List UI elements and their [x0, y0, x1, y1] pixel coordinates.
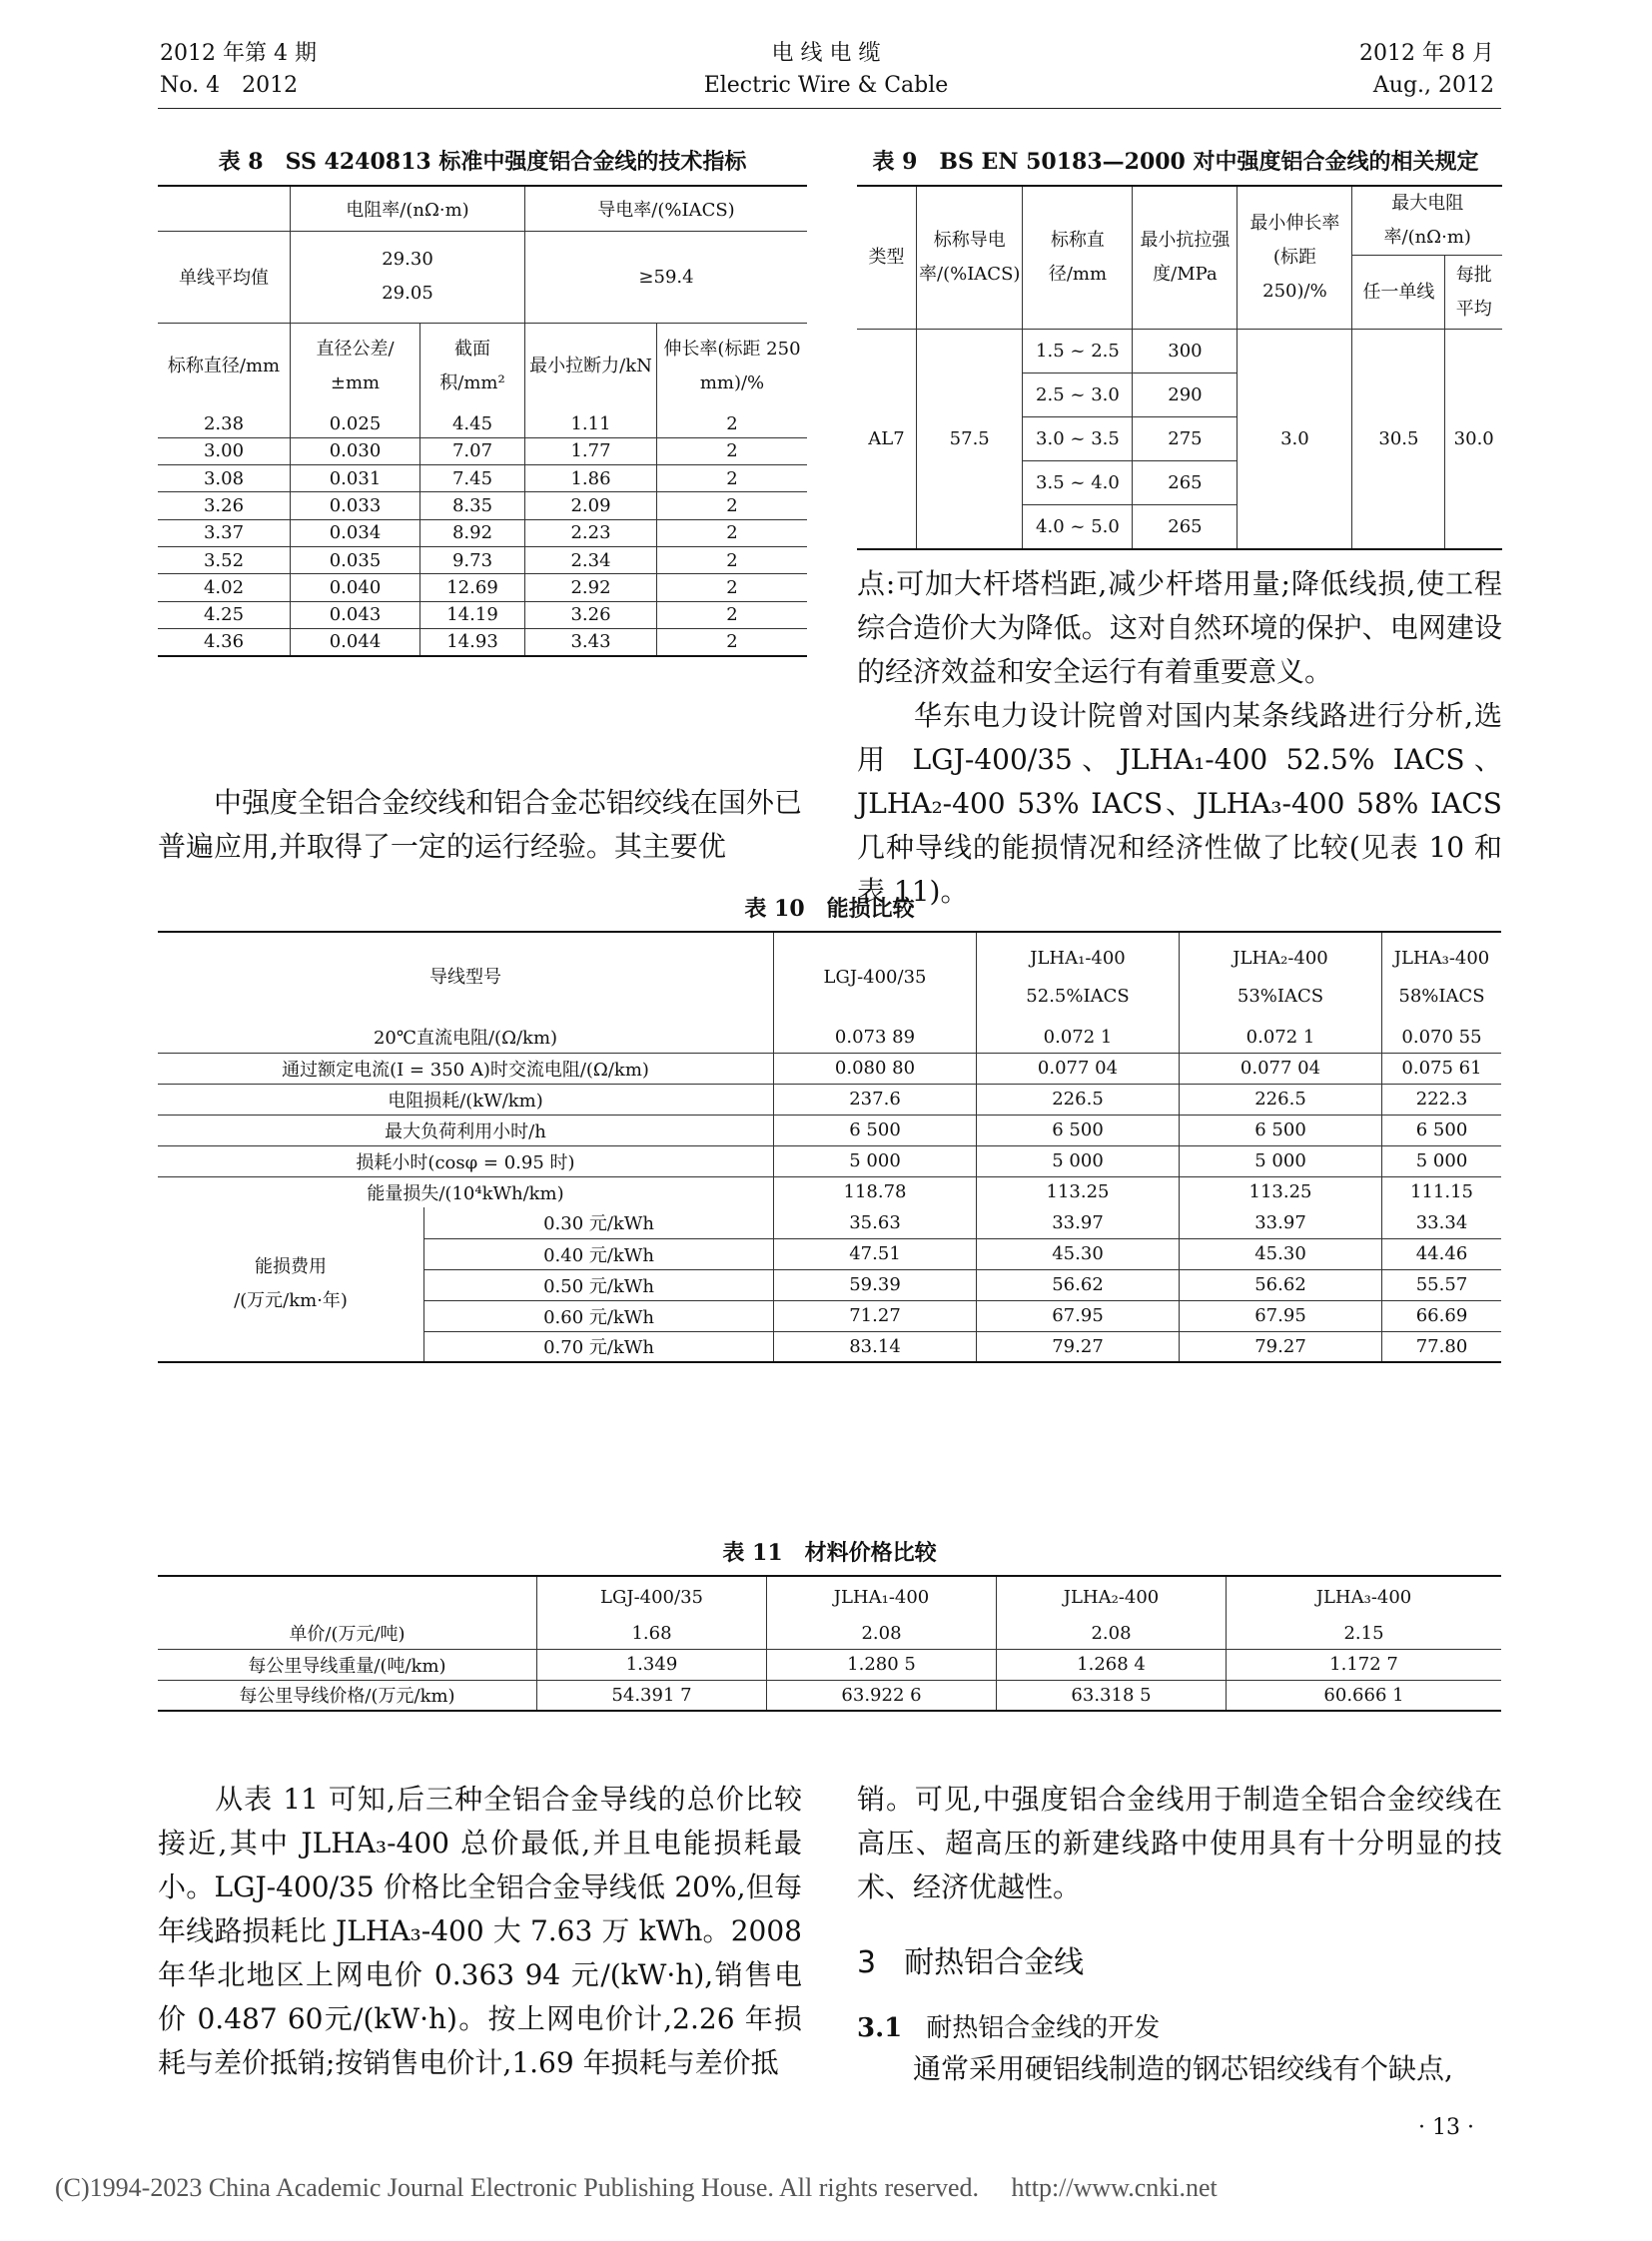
issue-cn: 2012 年第 4 期	[160, 41, 317, 66]
t9-tensile: 265	[1133, 505, 1238, 549]
t9-diameter: 3.0 ~ 3.5	[1023, 417, 1133, 461]
t8-cell: 2.09	[525, 492, 657, 519]
t10-cost-cell: 33.97	[1180, 1207, 1382, 1238]
t9-h-conductivity: 标称导电率/(%IACS)	[917, 186, 1023, 330]
t10-cost-cell: 35.63	[774, 1207, 977, 1238]
t8-avg-resistivity	[291, 231, 525, 323]
t8-avg-label: 单线平均值	[158, 231, 291, 323]
t10-h-model: 导线型号	[158, 932, 774, 1022]
t11-body	[158, 1618, 1501, 1711]
t8-cell: 2	[657, 546, 808, 573]
t8-avg-conductivity: ≥59.4	[525, 231, 808, 323]
t8-cell: 0.044	[291, 628, 420, 655]
t8-cell: 4.25	[158, 601, 291, 628]
table-row	[158, 1115, 1501, 1145]
t8-cell: 4.02	[158, 574, 291, 601]
t11-cell: 2.08	[997, 1618, 1227, 1649]
section-number: 3	[857, 1945, 877, 1980]
t11-cell: 63.922 6	[767, 1680, 997, 1711]
t10-cell: 5 000	[1180, 1145, 1382, 1176]
table-row	[158, 1084, 1501, 1115]
t10-cost-cell: 67.95	[977, 1300, 1180, 1331]
t11-row-label: 每公里导线价格/(万元/km)	[158, 1680, 537, 1711]
t10-model-jlha3	[1382, 932, 1502, 1022]
t11-cell: 1.349	[537, 1649, 767, 1680]
t10-cost-cell: 33.97	[977, 1207, 1180, 1238]
t10-cost-cell: 33.34	[1382, 1207, 1502, 1238]
t10-cell: 5 000	[1382, 1145, 1502, 1176]
t8-cell: 7.07	[420, 437, 525, 464]
t9-diameter: 2.5 ~ 3.0	[1023, 374, 1133, 417]
t8-cell: 0.033	[291, 492, 420, 519]
journal-name	[626, 38, 1026, 102]
t10-price: 0.30 元/kWh	[424, 1207, 774, 1238]
paragraph-right-3	[857, 1778, 1502, 1909]
t10-cell: 0.075 61	[1382, 1053, 1502, 1084]
t10-cell: 226.5	[977, 1084, 1180, 1115]
paragraph-right-2	[857, 694, 1502, 914]
table-row	[158, 1053, 1501, 1084]
t8-avg-res-2: 29.05	[382, 283, 433, 304]
t9-tensile: 300	[1133, 330, 1238, 374]
paragraph-right-4-text: 通常采用硬铝线制造的钢芯铝绞线有个缺点,	[913, 2052, 1453, 2085]
t8-cell: 8.92	[420, 519, 525, 546]
t8-cell: 1.77	[525, 437, 657, 464]
t10-row-label: 电阻损耗/(kW/km)	[158, 1084, 774, 1115]
t8-cell: 1.11	[525, 410, 657, 437]
date-en: Aug., 2012	[1372, 73, 1494, 98]
t11-cell: 1.68	[537, 1618, 767, 1649]
table-row	[158, 437, 807, 464]
journal-name-en: Electric Wire & Cable	[703, 73, 949, 98]
t9-h-maxres: 最大电阻率/(nΩ·m)	[1352, 186, 1502, 256]
t10-cell: 6 500	[774, 1115, 977, 1145]
t10-cost-cell: 56.62	[977, 1269, 1180, 1300]
t10-cost-body	[158, 1207, 1501, 1362]
table11	[158, 1575, 1501, 1712]
table11-caption: 表 11 材料价格比较	[722, 1540, 937, 1566]
t8-cell: 0.035	[291, 546, 420, 573]
t10-cost-cell: 67.95	[1180, 1300, 1382, 1331]
t10-price: 0.60 元/kWh	[424, 1300, 774, 1331]
t10-model-iacs: 53%IACS	[1237, 985, 1324, 1007]
t8-cell: 0.025	[291, 410, 420, 437]
t9-tensile: 290	[1133, 374, 1238, 417]
t10-cost-cell: 47.51	[774, 1238, 977, 1269]
paragraph-left-1-text: 中强度全铝合金绞线和铝合金芯铝绞线在国外已普遍应用,并取得了一定的运行经验。其主要优	[158, 786, 802, 863]
t10-cost-cell: 79.27	[977, 1331, 1180, 1362]
page-number: · 13 ·	[1418, 2115, 1474, 2140]
t10-cell: 5 000	[977, 1145, 1180, 1176]
t10-model-name: JLHA₂-400	[1233, 947, 1328, 969]
t11-row-label: 单价/(万元/吨)	[158, 1618, 537, 1649]
t9-elongation: 3.0	[1238, 330, 1352, 549]
table8-caption: 表 8 SS 4240813 标准中强度铝合金线的技术指标	[218, 149, 747, 175]
t10-model-name: LGJ-400/35	[823, 966, 927, 988]
subsection-number: 3.1	[857, 2013, 903, 2043]
t10-cell: 0.077 04	[977, 1053, 1180, 1084]
t10-cell: 118.78	[774, 1176, 977, 1207]
t11-cell: 60.666 1	[1227, 1680, 1502, 1711]
t9-single: 30.5	[1352, 330, 1445, 549]
table-row	[158, 1649, 1501, 1680]
t8-col-header: 截面积/mm²	[420, 323, 525, 410]
t10-model-lgj	[774, 932, 977, 1022]
t10-cell: 113.25	[977, 1176, 1180, 1207]
t10-cost-cell: 77.80	[1382, 1331, 1502, 1362]
t10-cost-cell: 71.27	[774, 1300, 977, 1331]
t8-cell: 3.00	[158, 437, 291, 464]
table-row	[158, 1618, 1501, 1649]
t9-diameter: 3.5 ~ 4.0	[1023, 461, 1133, 505]
table-row	[158, 465, 807, 492]
table10-caption: 表 10 能损比较	[744, 896, 915, 922]
t10-price: 0.40 元/kWh	[424, 1238, 774, 1269]
t10-cell: 113.25	[1180, 1176, 1382, 1207]
copyright-footer: (C)1994-2023 China Academic Journal Electronic Publishing House. All rights reserved. http://www.cnki.net	[55, 2173, 1218, 2202]
journal-date-right	[1199, 38, 1494, 102]
paragraph-left-2	[158, 1778, 802, 2085]
t11-model: LGJ-400/35	[537, 1576, 767, 1618]
t8-h-conductivity: 导电率/(%IACS)	[525, 186, 808, 231]
t9-tensile: 265	[1133, 461, 1238, 505]
t10-cell: 0.077 04	[1180, 1053, 1382, 1084]
table-row	[158, 574, 807, 601]
paragraph-right-1	[857, 562, 1502, 694]
t10-cost-cell: 56.62	[1180, 1269, 1382, 1300]
t8-cell: 12.69	[420, 574, 525, 601]
paragraph-right-3-text: 销。可见,中强度铝合金线用于制造全铝合金绞线在高压、超高压的新建线路中使用具有十分明显的技术、经济优越性。	[857, 1783, 1502, 1903]
paragraph-right-4	[857, 2047, 1502, 2091]
t9-tensile: 275	[1133, 417, 1238, 461]
section-3-1-heading	[857, 2007, 1160, 2044]
table9-caption: 表 9 BS EN 50183—2000 对中强度铝合金线的相关规定	[872, 149, 1479, 175]
t8-cell: 9.73	[420, 546, 525, 573]
section-3-heading	[857, 1937, 1084, 1981]
t8-cell: 3.26	[525, 601, 657, 628]
table-row	[158, 410, 807, 437]
t9-h-type: 类型	[857, 186, 917, 330]
t8-h-resistivity: 电阻率/(nΩ·m)	[291, 186, 525, 231]
t8-cell: 2.92	[525, 574, 657, 601]
t9-type: AL7	[857, 330, 917, 549]
t8-cell: 0.040	[291, 574, 420, 601]
t10-cell: 0.072 1	[1180, 1022, 1382, 1053]
subsection-title: 耐热铝合金线的开发	[926, 2013, 1161, 2043]
t8-cell: 3.08	[158, 465, 291, 492]
t10-cell: 6 500	[1180, 1115, 1382, 1145]
paragraph-left-1	[158, 781, 802, 869]
t9-h-batch: 每批平均	[1445, 256, 1502, 330]
t11-cell: 63.318 5	[997, 1680, 1227, 1711]
t9-h-elongation: 最小伸长率(标距 250)/%	[1238, 186, 1352, 330]
t9-h-single: 任一单线	[1352, 256, 1445, 330]
t10-cost-cell: 44.46	[1382, 1238, 1502, 1269]
t11-cell: 1.268 4	[997, 1649, 1227, 1680]
t10-model-name: JLHA₃-400	[1393, 947, 1490, 969]
issue-en: No. 4 2012	[160, 73, 299, 98]
table-row	[158, 1207, 1501, 1238]
t10-cost-cell: 45.30	[1180, 1238, 1382, 1269]
table-row	[158, 1680, 1501, 1711]
t8-cell: 7.45	[420, 465, 525, 492]
t8-cell: 4.36	[158, 628, 291, 655]
t10-cell: 237.6	[774, 1084, 977, 1115]
t8-cell: 2	[657, 465, 808, 492]
t8-cell: 2.34	[525, 546, 657, 573]
t8-col-header: 伸长率(标距 250 mm)/%	[657, 323, 808, 410]
t10-cell: 5 000	[774, 1145, 977, 1176]
t11-cell: 1.280 5	[767, 1649, 997, 1680]
t10-model-iacs: 52.5%IACS	[1026, 985, 1130, 1007]
table9	[857, 185, 1502, 550]
t8-cell: 0.031	[291, 465, 420, 492]
t11-cell: 54.391 7	[537, 1680, 767, 1711]
t10-cost-cell: 59.39	[774, 1269, 977, 1300]
t10-cell: 226.5	[1180, 1084, 1382, 1115]
t8-cell: 14.19	[420, 601, 525, 628]
t10-price: 0.50 元/kWh	[424, 1269, 774, 1300]
t8-cell: 0.043	[291, 601, 420, 628]
paragraph-right-1-text: 点:可加大杆塔档距,减少杆塔用量;降低线损,使工程综合造价大为降低。这对自然环境的保护、电网建设的经济效益和安全运行有着重要意义。	[857, 567, 1502, 688]
t8-avg-res-1: 29.30	[382, 249, 433, 270]
t10-model-iacs: 58%IACS	[1398, 985, 1485, 1007]
t10-cell: 111.15	[1382, 1176, 1502, 1207]
t8-cell: 3.26	[158, 492, 291, 519]
t10-cell: 222.3	[1382, 1084, 1502, 1115]
t10-row-label: 20℃直流电阻/(Ω/km)	[158, 1022, 774, 1053]
table8	[158, 185, 807, 657]
t11-cell: 1.172 7	[1227, 1649, 1502, 1680]
t10-cost-cell: 79.27	[1180, 1331, 1382, 1362]
t10-cell: 0.070 55	[1382, 1022, 1502, 1053]
t10-cost-label-1: 能损费用	[255, 1256, 327, 1277]
t8-cell: 3.52	[158, 546, 291, 573]
t9-h-tensile: 最小抗拉强度/MPa	[1133, 186, 1238, 330]
t9-diameter: 4.0 ~ 5.0	[1023, 505, 1133, 549]
table-row	[158, 1176, 1501, 1207]
t10-price: 0.70 元/kWh	[424, 1331, 774, 1362]
table-row	[158, 492, 807, 519]
t8-cell: 2	[657, 437, 808, 464]
table-row	[158, 546, 807, 573]
t11-cell: 2.08	[767, 1618, 997, 1649]
journal-issue-left	[160, 38, 317, 102]
t8-col-header: 直径公差/±mm	[291, 323, 420, 410]
t10-model-jlha1	[977, 932, 1180, 1022]
section-title: 耐热铝合金线	[904, 1945, 1085, 1980]
t9-h-diameter: 标称直径/mm	[1023, 186, 1133, 330]
t10-row-label: 损耗小时(cosφ = 0.95 时)	[158, 1145, 774, 1176]
t8-cell: 2.38	[158, 410, 291, 437]
t8-cell: 2	[657, 492, 808, 519]
t9-diameter: 1.5 ~ 2.5	[1023, 330, 1133, 374]
t9-batch: 30.0	[1445, 330, 1502, 549]
t10-cost-cell: 83.14	[774, 1331, 977, 1362]
t10-row-label: 能量损失/(10⁴kWh/km)	[158, 1176, 774, 1207]
t10-model-jlha2	[1180, 932, 1382, 1022]
t10-cell: 0.080 80	[774, 1053, 977, 1084]
t8-cell: 3.37	[158, 519, 291, 546]
t10-cost-cell: 66.69	[1382, 1300, 1502, 1331]
paragraph-left-2-text: 从表 11 可知,后三种全铝合金导线的总价比较接近,其中 JLHA₃-400 总价最低,并且电能损耗最小。LGJ-400/35 价格比全铝合金导线低 20%,但每年线路损耗比 JLHA₃-400 大 7.63 万 kWh。2008 年华北地区上网电价 0.363 94 元/(kW·h),销售电价 0.487 60元/(kW·h)。按上网电价计,2.26 年损耗与差价抵销;按销售电价计,1.69 年损耗与差价抵	[158, 1783, 802, 2079]
t8-cell: 2.23	[525, 519, 657, 546]
t11-row-label: 每公里导线重量/(吨/km)	[158, 1649, 537, 1680]
t8-cell: 1.86	[525, 465, 657, 492]
t8-col-header: 标称直径/mm	[158, 323, 291, 410]
table-row	[158, 628, 807, 655]
paragraph-right-2-text: 华东电力设计院曾对国内某条线路进行分析,选用 LGJ-400/35、JLHA₁-400 52.5% IACS、JLHA₂-400 53% IACS、JLHA₃-400 58% IACS 几种导线的能损情况和经济性做了比较(见表 10 和表 11)。	[857, 699, 1502, 908]
t10-cell: 0.073 89	[774, 1022, 977, 1053]
t11-cell: 2.15	[1227, 1618, 1502, 1649]
t11-model: JLHA₂-400	[997, 1576, 1227, 1618]
journal-name-cn: 电 线 电 缆	[771, 41, 881, 66]
t10-body	[158, 1022, 1501, 1207]
t8-cell: 2	[657, 519, 808, 546]
table-row	[158, 519, 807, 546]
t8-col-header: 最小拉断力/kN	[525, 323, 657, 410]
table-row	[158, 601, 807, 628]
t10-cell: 6 500	[977, 1115, 1180, 1145]
t11-model: JLHA₃-400	[1227, 1576, 1502, 1618]
t10-cost-cell: 45.30	[977, 1238, 1180, 1269]
t8-cell: 2	[657, 628, 808, 655]
t10-row-label: 最大负荷利用小时/h	[158, 1115, 774, 1145]
t8-body	[158, 410, 807, 656]
t10-cell: 0.072 1	[977, 1022, 1180, 1053]
t8-cell: 4.45	[420, 410, 525, 437]
t8-cell: 0.034	[291, 519, 420, 546]
t10-model-name: JLHA₁-400	[1030, 947, 1126, 969]
t11-model: JLHA₁-400	[767, 1576, 997, 1618]
header-rule	[158, 108, 1501, 109]
table10	[158, 931, 1501, 1363]
t10-cell: 6 500	[1382, 1115, 1502, 1145]
t8-cell: 0.030	[291, 437, 420, 464]
date-cn: 2012 年 8 月	[1359, 41, 1494, 66]
t9-conductivity: 57.5	[917, 330, 1023, 549]
t8-cell: 8.35	[420, 492, 525, 519]
t8-cell: 2	[657, 410, 808, 437]
t10-cost-label-2: /(万元/km·年)	[234, 1290, 348, 1311]
t8-cell: 14.93	[420, 628, 525, 655]
t8-cell: 3.43	[525, 628, 657, 655]
t8-cell: 2	[657, 601, 808, 628]
t10-cost-label	[158, 1207, 424, 1362]
t8-cell: 2	[657, 574, 808, 601]
t10-cost-cell: 55.57	[1382, 1269, 1502, 1300]
t10-row-label: 通过额定电流(I = 350 A)时交流电阻/(Ω/km)	[158, 1053, 774, 1084]
table-row	[158, 1022, 1501, 1053]
table-row	[158, 1145, 1501, 1176]
